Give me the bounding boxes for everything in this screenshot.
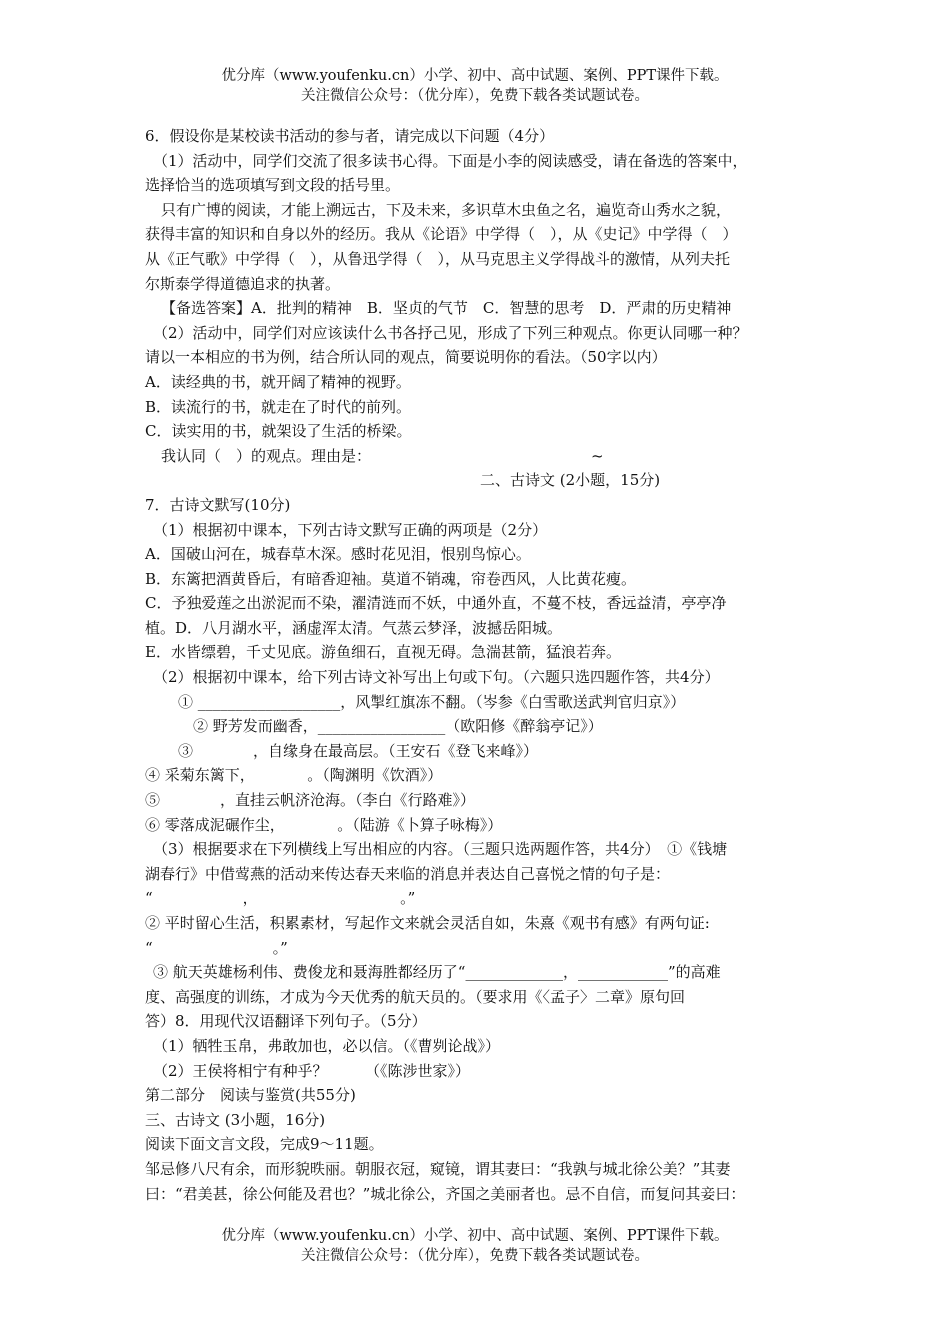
q7-part3-prompt: （3）根据要求在下列横线上写出相应的内容。（三题只选两题作答，共4分） ①《钱塘	[153, 840, 728, 859]
q7-blank-6: ⑥ 零落成泥碾作尘， 。（陆游《卜算子咏梅》）	[145, 815, 503, 834]
q6-part2-prompt-cont: 请以一本相应的书为例，结合所认同的观点，简要说明你的看法。（50字以内）	[145, 348, 667, 367]
q6-part2-prompt: （2）活动中，同学们对应该读什么书各抒己见，形成了下列三种观点。你更认同哪一种？	[153, 323, 748, 342]
q6-option-a: A．读经典的书，就开阔了精神的视野。	[145, 372, 411, 391]
q6-answer-options: 【备选答案】A．批判的精神 B．坚贞的气节 C．智慧的思考 D．严肃的历史精神	[161, 299, 732, 318]
section-2-heading: 二、古诗文 (2小题，15分)	[480, 471, 661, 490]
section-3-heading: 三、古诗文 (3小题，16分)	[145, 1110, 326, 1129]
q7-blank-2: ② 野芳发而幽香，_________________（欧阳修《醉翁亭记》）	[193, 717, 603, 736]
q6-option-c: C．读实用的书，就架设了生活的桥梁。	[145, 422, 412, 441]
q8-item-2: （2）王侯将相宁有种乎？ （《陈涉世家》）	[153, 1061, 471, 1080]
q7-part3-item3: ③ 航天英雄杨利伟、费俊龙和聂海胜都经历了“_____________，____________”的高难	[153, 963, 721, 982]
classical-passage-line: 曰：“君美甚，徐公何能及君也？”城北徐公，齐国之美丽者也。忌不自信，而复问其妾曰：	[145, 1184, 746, 1203]
q7-option-c: C．予独爱莲之出淤泥而不染，濯清涟而不妖，中通外直，不蔓不枝，香远益清，亭亭净	[145, 594, 727, 613]
q6-answer-line	[145, 444, 820, 469]
q7-part3-item3-cont: 度、高强度的训练，才成为今天优秀的航天员的。（要求用《〈孟子〉二章》原句回	[145, 987, 686, 1006]
header-line-1: 优分库（www.youfenku.cn）小学、初中、高中试题、案例、PPT课件下载。	[221, 68, 729, 84]
q6-passage-line: 尔斯泰学得道德追求的执著。	[145, 274, 341, 293]
q7-option-d: 植。D．八月湖水平，涵虚浑太清。气蒸云梦泽，波撼岳阳城。	[145, 618, 563, 637]
footer-line-2: 关注微信公众号：（优分库），免费下载各类试题试卷。	[301, 1248, 649, 1264]
q7-option-e: E．水皆缥碧，千丈见底。游鱼细石，直视无碍。急湍甚箭，猛浪若奔。	[145, 643, 621, 662]
reading-instruction: 阅读下面文言文段，完成9～11题。	[145, 1135, 384, 1154]
part-2-heading: 第二部分 阅读与鉴赏(共55分)	[145, 1086, 356, 1105]
q6-passage-line: 从《正气歌》中学得（ ），从鲁迅学得（ ），从马克思主义学得战斗的激情，从列夫托	[145, 249, 731, 268]
question-7-title: 7．古诗文默写(10分)	[145, 495, 291, 514]
q7-blank-1: ① ___________________，风掣红旗冻不翻。（岑参《白雪歌送武判官归京》）	[178, 692, 686, 711]
q7-part3-item1-blank: “ ， 。”	[145, 889, 416, 908]
q7-part3-item1: 湖春行》中借莺燕的活动来传达春天来临的消息并表达自己喜悦之情的句子是：	[145, 864, 671, 883]
classical-passage-line: 邹忌修八尺有余，而形貌昳丽。朝服衣冠，窥镜，谓其妻曰：“我孰与城北徐公美？”其妻	[145, 1159, 731, 1178]
q6-option-b: B．读流行的书，就走在了时代的前列。	[145, 397, 412, 416]
q7-option-a: A．国破山河在，城春草木深。感时花见泪，恨别鸟惊心。	[145, 545, 531, 564]
q6-part1-prompt: （1）活动中，同学们交流了很多读书心得。下面是小李的阅读感受，请在备选的答案中，	[153, 151, 748, 170]
page-header	[0, 66, 950, 106]
q7-part2-prompt: （2）根据初中课本，给下列古诗文补写出上句或下句。（六题只选四题作答，共4分）	[153, 668, 720, 687]
footer-line-1: 优分库（www.youfenku.cn）小学、初中、高中试题、案例、PPT课件下载。	[221, 1228, 729, 1244]
q8-item-1: （1）牺牲玉帛，弗敢加也，必以信。（《曹刿论战》）	[153, 1036, 501, 1055]
document-body	[145, 124, 820, 1206]
q7-blank-3: ③ ，自缘身在最高层。（王安石《登飞来峰》）	[178, 741, 539, 760]
header-line-2: 关注微信公众号：（优分库），免费下载各类试题试卷。	[301, 88, 649, 104]
q7-part1-prompt: （1）根据初中课本，下列古诗文默写正确的两项是（2分）	[153, 520, 548, 539]
q7-part3-item2-blank: “ 。”	[145, 938, 288, 957]
q7-blank-5: ⑤ ，直挂云帆济沧海。（李白《行路难》）	[145, 791, 476, 810]
tilde-mark: ~	[591, 446, 604, 465]
q6-passage-line: 只有广博的阅读，才能上溯远古，下及未来，多识草木虫鱼之名，遍览奇山秀水之貌，	[161, 200, 732, 219]
q6-part1-prompt-cont: 选择恰当的选项填写到文段的括号里。	[145, 176, 401, 195]
q7-option-b: B．东篱把酒黄昏后，有暗香迎袖。莫道不销魂，帘卷西风，人比黄花瘦。	[145, 569, 637, 588]
q6-passage-line: 获得丰富的知识和自身以外的经历。我从《论语》中学得（ ），从《史记》中学得（ ）	[145, 225, 738, 244]
question-8-title: 答）8．用现代汉语翻译下列句子。（5分）	[145, 1012, 427, 1031]
q7-blank-4: ④ 采菊东篱下， 。（陶渊明《饮酒》）	[145, 766, 443, 785]
page-footer	[0, 1226, 950, 1266]
q6-answer-text: 我认同（ ）的观点。理由是：	[161, 446, 372, 465]
question-6-title: 6．假设你是某校读书活动的参与者，请完成以下问题（4分）	[145, 127, 555, 145]
q7-part3-item2: ② 平时留心生活，积累素材，写起作文来就会灵活自如，朱熹《观书有感》有两句证:	[145, 914, 710, 932]
